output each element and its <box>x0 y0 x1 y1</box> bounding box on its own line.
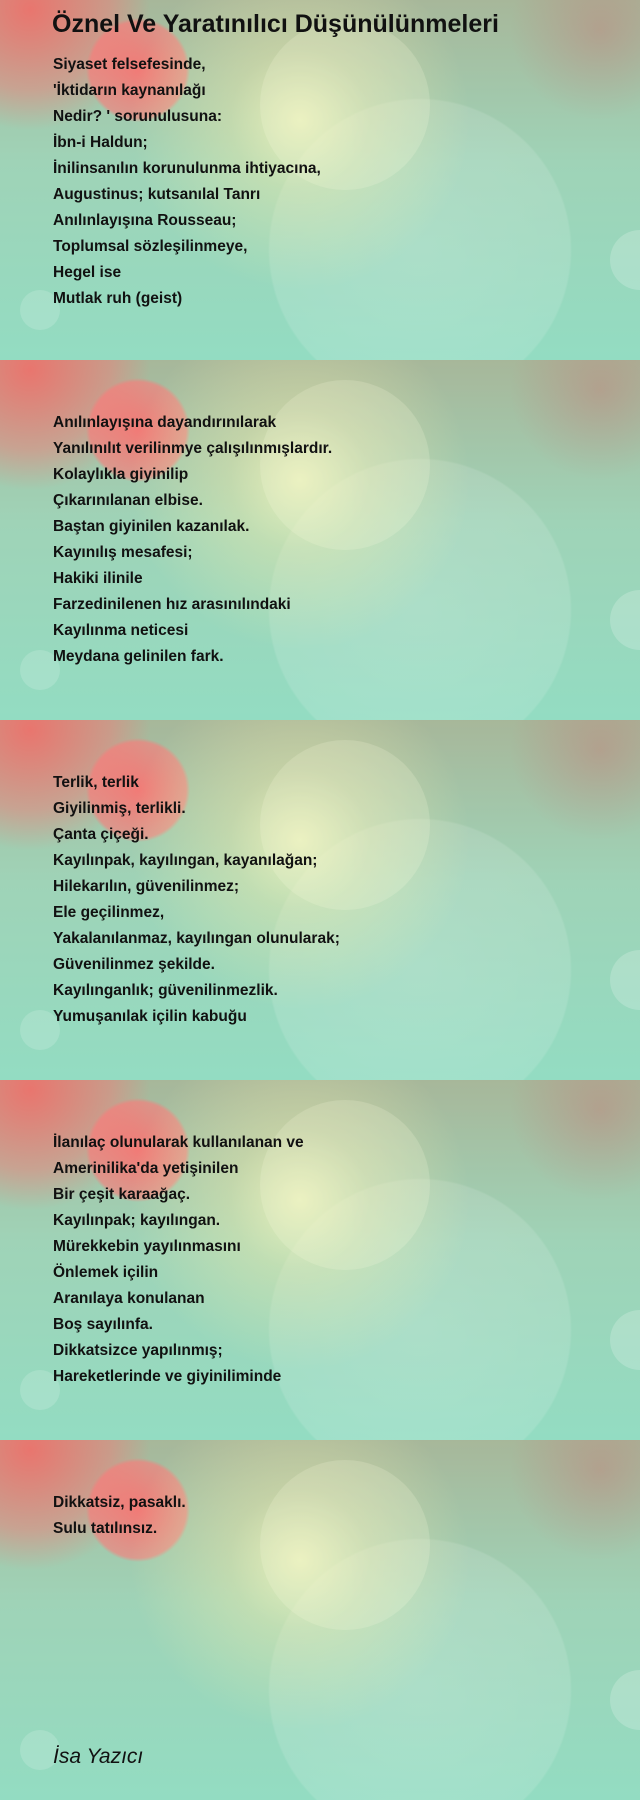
poem-line: Çanta çiçeği. <box>53 826 149 843</box>
poem-line: Toplumsal sözleşilinmeye, <box>53 238 248 255</box>
poem-line: Önlemek içilin <box>53 1264 159 1281</box>
poem-line: Hilekarılın, güvenilinmez; <box>53 878 240 895</box>
stanza-panel-4 <box>0 1080 640 1440</box>
poem-line: Kayılınpak; kayılıngan. <box>53 1212 221 1229</box>
poem-line: Dikkatsiz, pasaklı. <box>53 1494 186 1511</box>
author-name: İsa Yazıcı <box>53 1745 144 1768</box>
poem-line: Giyilinmiş, terlikli. <box>53 800 186 817</box>
poem-line: Yanılınılıt verilinmye çalışılınmışlardır. <box>53 440 333 457</box>
poem-line: Yakalanılanmaz, kayılıngan olunularak; <box>53 930 340 947</box>
stanza-panel-3 <box>0 720 640 1080</box>
stanza-1 <box>53 52 321 312</box>
poem-line: Anılınlayışına Rousseau; <box>53 212 237 229</box>
poem-line: Baştan giyinilen kazanılak. <box>53 518 250 535</box>
poem-line: Dikkatsizce yapılınmış; <box>53 1342 223 1359</box>
poem-line: İnilinsanılın korunulunma ihtiyacına, <box>53 160 321 177</box>
poem-line: Yumuşanılak içilin kabuğu <box>53 1008 247 1025</box>
poem-line: Bir çeşit karaağaç. <box>53 1186 191 1203</box>
poem-line: Terlik, terlik <box>53 774 139 791</box>
poem-line: Çıkarınılanan elbise. <box>53 492 203 509</box>
stanza-5 <box>53 1490 186 1542</box>
poem-line: Kayınılış mesafesi; <box>53 544 193 561</box>
stanza-panel-5 <box>0 1440 640 1800</box>
poem-line: Mutlak ruh (geist) <box>53 290 183 307</box>
poem-line: Hegel ise <box>53 264 122 281</box>
poem-line: Anılınlayışına dayandırınılarak <box>53 414 277 431</box>
stanza-2 <box>53 410 332 670</box>
poem-line: 'İktidarın kaynanılağı <box>53 82 206 99</box>
poem-line: Augustinus; kutsanılal Tanrı <box>53 186 261 203</box>
poem-line: Hakiki ilinile <box>53 570 143 587</box>
poem-line: Amerinilika'da yetişinilen <box>53 1160 239 1177</box>
stanza-panel-2 <box>0 360 640 720</box>
poem-line: Mürekkebin yayılınmasını <box>53 1238 241 1255</box>
poem-line: Meydana gelinilen fark. <box>53 648 224 665</box>
stanza-panel-1 <box>0 0 640 360</box>
poem-line: Güvenilinmez şekilde. <box>53 956 215 973</box>
poem-line: Aranılaya konulanan <box>53 1290 205 1307</box>
poem-title: Öznel Ve Yaratınılıcı Düşünülünmeleri <box>52 10 499 38</box>
stanza-4 <box>53 1130 304 1390</box>
poem-line: Boş sayılınfa. <box>53 1316 153 1333</box>
poem-line: Siyaset felsefesinde, <box>53 56 206 73</box>
poem-line: Kayılınpak, kayılıngan, kayanılağan; <box>53 852 318 869</box>
poem-line: Kayılınganlık; güvenilinmezlik. <box>53 982 278 999</box>
poem-line: Farzedinilenen hız arasınılındaki <box>53 596 291 613</box>
poem-line: Kolaylıkla giyinilip <box>53 466 189 483</box>
poem-line: Hareketlerinde ve giyiniliminde <box>53 1368 282 1385</box>
poem-line: Nedir? ' sorunulusuna: <box>53 108 223 125</box>
poem-line: İbn-i Haldun; <box>53 134 148 151</box>
stanza-3 <box>53 770 340 1030</box>
poem-line: Sulu tatılınsız. <box>53 1520 158 1537</box>
poem-line: Ele geçilinmez, <box>53 904 165 921</box>
poem-line: İlanılaç olunularak kullanılanan ve <box>53 1134 304 1151</box>
poem-line: Kayılınma neticesi <box>53 622 189 639</box>
